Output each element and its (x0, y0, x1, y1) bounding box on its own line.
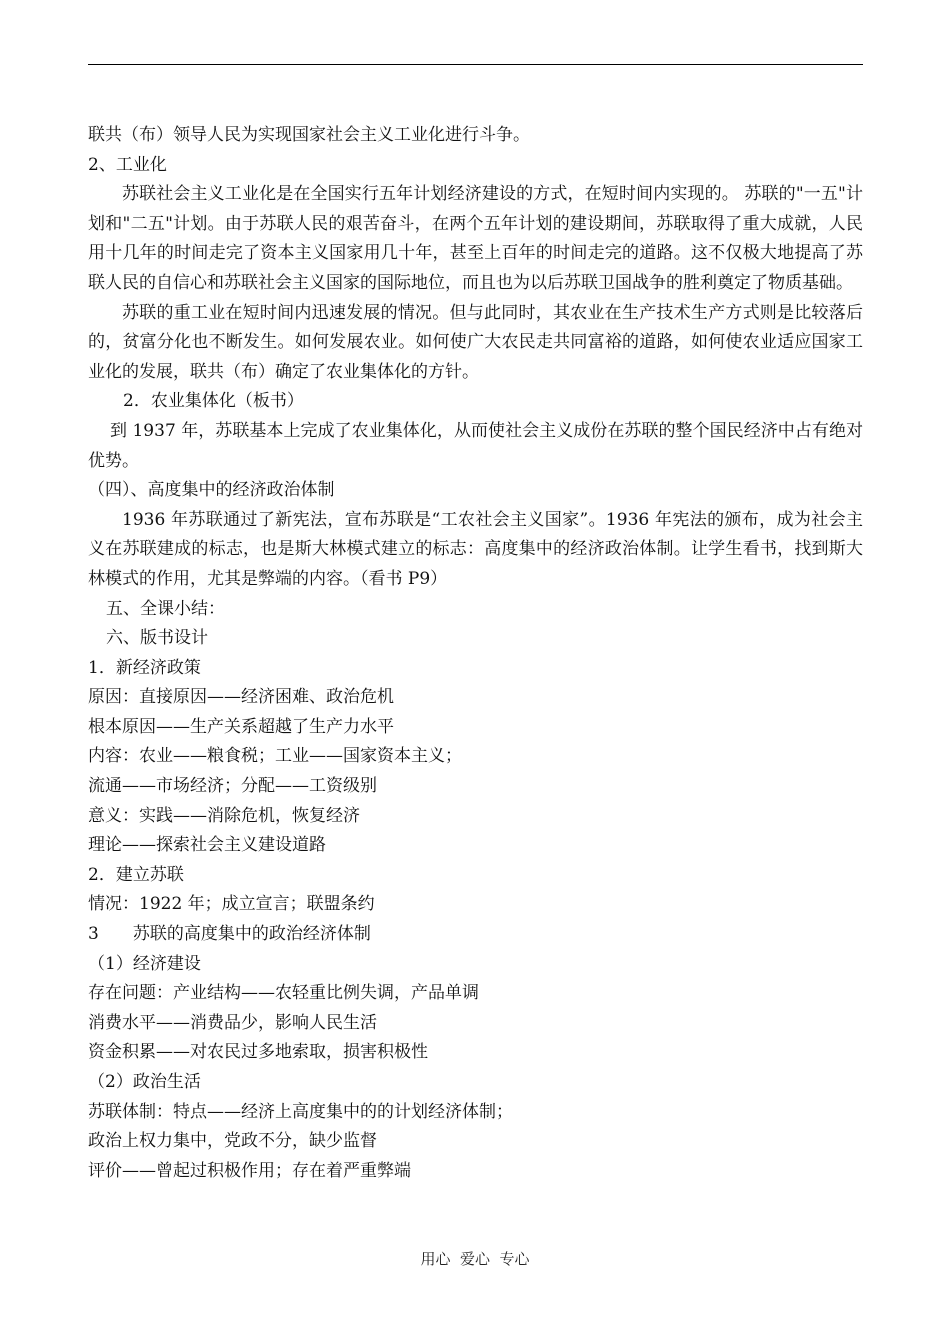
outline-line: 内容：农业——粮食税；工业——国家资本主义； (88, 746, 462, 767)
paragraph-agriculture: 苏联的重工业在短时间内迅速发展的情况。但与此同时，其农业在生产技术生产方式则是比较落后的，贫富分化也不断发生。如何发展农业。如何使广大农民走共同富裕的道路，如何使农业适应国家工业化的发展，联共（布）确定了农业集体化的方针。 (88, 302, 863, 382)
outline-line: 评价——曾起过积极作用；存在着严重弊端 (88, 1160, 411, 1181)
header-rule (88, 64, 863, 65)
outline-line: （2）政治生活 (88, 1072, 201, 1092)
paragraph-industrialization: 苏联社会主义工业化是在全国实行五年计划经济建设的方式，在短时间内实现的。 苏联的"一五"计划和"二五"计划。由于苏联人民的艰苦奋斗，在两个五年计划的建设期间，苏联取得了重大成就，人民用十几年的时间走完了资本主义国家用几十年，甚至上百年的时间走完的道路。这不仅极大地提高了苏联人民的自信心和苏联社会主义国家的国际地位，而且也为以后苏联卫国战争的胜利奠定了物质基础。 (88, 184, 863, 293)
section-heading-industrialization: 2、工业化 (88, 154, 167, 175)
page-footer: 用心 爱心 专心 (420, 1250, 530, 1268)
outline-line: 1．新经济政策 (88, 657, 201, 678)
outline-line: 消费水平——消费品少，影响人民生活 (88, 1012, 377, 1033)
outline-line: 意义：实践——消除危机，恢复经济 (88, 805, 360, 826)
outline-line: 存在问题：产业结构——农轻重比例失调，产品单调 (88, 983, 479, 1004)
heading-six: 六、版书设计 (106, 628, 208, 649)
outline-line: 2．建立苏联 (88, 864, 184, 885)
heading-four: （四）、高度集中的经济政治体制 (88, 480, 335, 501)
paragraph-1937: 到 1937 年，苏联基本上完成了农业集体化，从而使社会主义成份在苏联的整个国民经济中占有绝对优势。 (88, 420, 863, 471)
outline-line: 3 苏联的高度集中的政治经济体制 (88, 924, 371, 945)
outline-line: 流通——市场经济；分配——工资级别 (88, 776, 377, 797)
outline-line: 苏联体制：特点——经济上高度集中的的计划经济体制； (88, 1101, 513, 1122)
outline-line: 理论——探索社会主义建设道路 (88, 835, 326, 856)
outline-line: （1）经济建设 (88, 953, 201, 974)
outline-line: 情况：1922 年；成立宣言；联盟条约 (88, 894, 375, 915)
outline-line: 资金积累——对农民过多地索取，损害积极性 (88, 1042, 428, 1063)
paragraph-1936: 1936 年苏联通过了新宪法，宣布苏联是“工农社会主义国家”。1936 年宪法的颁布，成为社会主义在苏联建成的标志，也是斯大林模式建立的标志：高度集中的经济政治体制。让学生看书，找到斯大林模式的作用，尤其是弊端的内容。（看书 P9） (88, 509, 863, 589)
heading-five: 五、全课小结： (106, 598, 225, 619)
text-line: 联共（布）领导人民为实现国家社会主义工业化进行斗争。 (88, 125, 530, 145)
outline-line: 原因：直接原因——经济困难、政治危机 (88, 687, 394, 708)
document-body (88, 121, 863, 1186)
outline-line: 根本原因——生产关系超越了生产力水平 (88, 716, 394, 737)
heading-collectivization: 2．农业集体化（板书） (123, 391, 304, 412)
outline-line: 政治上权力集中，党政不分，缺少监督 (88, 1131, 377, 1152)
